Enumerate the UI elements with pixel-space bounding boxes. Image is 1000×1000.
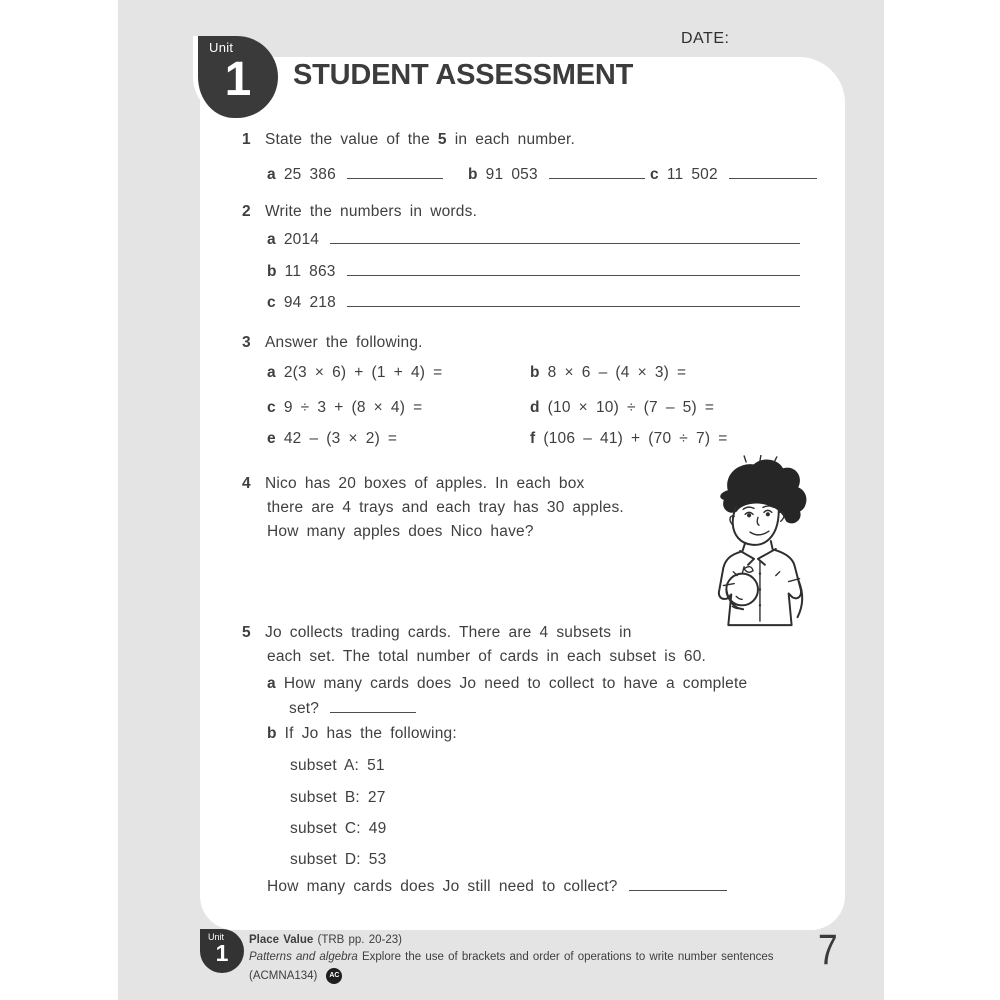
- question-number: 2: [242, 203, 251, 220]
- unit-label: Unit: [209, 40, 234, 55]
- question-text: Nico has 20 boxes of apples. In each box: [265, 475, 585, 492]
- q5-item-a-line2: [289, 699, 416, 718]
- item-letter: a: [267, 166, 276, 183]
- question-5-line1: [242, 624, 632, 642]
- unit-number: 1: [224, 53, 252, 106]
- item-letter: f: [530, 430, 536, 447]
- answer-line: [629, 877, 727, 891]
- q2-item-c: [267, 293, 800, 312]
- q5-final-question: [267, 877, 727, 896]
- answer-line: [549, 165, 645, 179]
- item-letter: a: [267, 364, 276, 381]
- item-number: 91 053: [485, 166, 538, 183]
- item-text: set?: [289, 700, 320, 717]
- unit-number: 1: [215, 940, 229, 966]
- question-text: each set. The total number of cards in each subset is 60.: [267, 648, 707, 665]
- item-letter: c: [267, 294, 276, 311]
- item-letter: a: [267, 231, 276, 248]
- footer-code-line: (ACMNA134) AC: [249, 968, 774, 985]
- expression: (10 × 10) ÷ (7 – 5) =: [547, 399, 715, 416]
- subset-value: subset D: 53: [290, 851, 387, 868]
- footer-reference: [249, 932, 774, 985]
- question-number: 3: [242, 334, 251, 351]
- footer-topic-line: Place Value (TRB pp. 20-23): [249, 934, 402, 946]
- expression: 42 – (3 × 2) =: [283, 430, 398, 447]
- question-2-heading: [242, 203, 477, 221]
- q5-item-b: [267, 725, 457, 743]
- q3-item-f: [530, 430, 727, 448]
- expression: 8 × 6 – (4 × 3) =: [547, 364, 687, 381]
- unit-label: Unit: [208, 932, 225, 942]
- question-4-line3: [267, 523, 534, 541]
- question-number: 4: [242, 475, 251, 492]
- question-text: there are 4 trays and each tray has 30 apples.: [267, 499, 624, 516]
- answer-line: [347, 165, 443, 179]
- item-text: How many cards does Jo need to collect to have a complete: [283, 675, 748, 692]
- worksheet-card: [200, 57, 845, 930]
- q3-item-e: [267, 430, 397, 448]
- footer-unit-badge: [200, 929, 244, 973]
- question-number: 1: [242, 131, 251, 148]
- question-text: How many cards does Jo still need to collect?: [267, 878, 618, 895]
- q5-subset-c: [290, 820, 386, 838]
- footer-strand-line: Patterns and algebra Explore the use of brackets and order of operations to write number sentences: [249, 951, 774, 963]
- date-label: DATE:: [681, 30, 730, 47]
- item-number: 11 502: [666, 166, 718, 183]
- expression: (106 – 41) + (70 ÷ 7) =: [543, 430, 728, 447]
- question-text: State the value of the 5 in each number.: [265, 131, 576, 148]
- subset-value: subset B: 27: [290, 789, 386, 806]
- item-number: 11 863: [284, 263, 336, 280]
- expression: 9 ÷ 3 + (8 × 4) =: [283, 399, 423, 416]
- boy-with-apple-illustration: [675, 455, 837, 633]
- unit-badge: [193, 36, 278, 118]
- q5-subset-d: [290, 851, 386, 869]
- item-letter: b: [530, 364, 540, 381]
- item-number: 94 218: [283, 294, 336, 311]
- answer-line: [330, 699, 416, 713]
- answer-line: [330, 230, 800, 244]
- item-text: If Jo has the following:: [284, 725, 457, 742]
- expression: 2(3 × 6) + (1 + 4) =: [283, 364, 443, 381]
- item-letter: b: [267, 263, 277, 280]
- q1-item-a: [267, 165, 443, 184]
- subset-value: subset A: 51: [290, 757, 385, 774]
- q3-item-a: [267, 364, 442, 382]
- question-text: Write the numbers in words.: [265, 203, 478, 220]
- item-letter: d: [530, 399, 540, 416]
- question-4-line2: [267, 499, 624, 517]
- question-5-line2: [267, 648, 706, 666]
- item-letter: a: [267, 675, 276, 692]
- item-letter: c: [650, 166, 659, 183]
- page-number: 7: [818, 926, 838, 974]
- ac-badge-icon: AC: [326, 968, 342, 984]
- question-text: How many apples does Nico have?: [267, 523, 534, 540]
- q3-item-b: [530, 364, 686, 382]
- q5-subset-a: [290, 757, 385, 775]
- question-1-heading: [242, 131, 575, 149]
- item-number: 25 386: [283, 166, 336, 183]
- answer-line: [347, 262, 800, 276]
- answer-line: [729, 165, 817, 179]
- question-number: 5: [242, 624, 251, 641]
- q3-item-c: [267, 399, 422, 417]
- q2-item-b: [267, 262, 800, 281]
- q1-item-c: [650, 165, 817, 184]
- item-letter: b: [468, 166, 478, 183]
- q5-subset-b: [290, 789, 386, 807]
- q3-item-d: [530, 399, 714, 417]
- item-letter: b: [267, 725, 277, 742]
- q1-item-b: [468, 165, 645, 184]
- question-text: Jo collects trading cards. There are 4 subsets in: [265, 624, 632, 641]
- item-letter: c: [267, 399, 276, 416]
- question-4-line1: [242, 475, 585, 493]
- answer-line: [347, 293, 800, 307]
- item-number: 2014: [283, 231, 320, 248]
- question-text: Answer the following.: [265, 334, 423, 351]
- subset-value: subset C: 49: [290, 820, 387, 837]
- q2-item-a: [267, 230, 800, 249]
- page-title: STUDENT ASSESSMENT: [293, 59, 634, 91]
- question-3-heading: [242, 334, 423, 352]
- q5-item-a-line1: [267, 675, 747, 693]
- item-letter: e: [267, 430, 276, 447]
